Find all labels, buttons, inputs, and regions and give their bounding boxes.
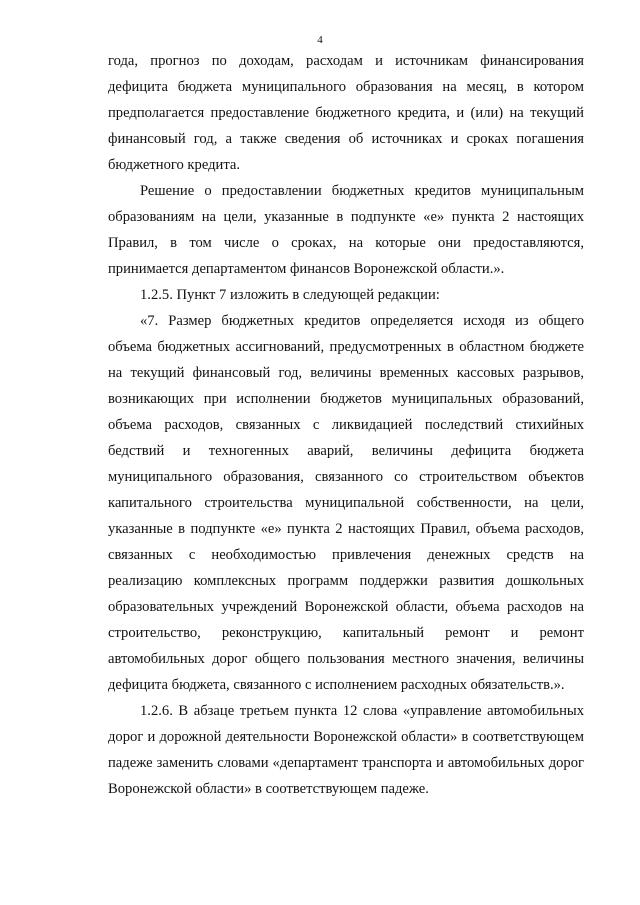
paragraph-1-2-6: 1.2.6. В абзаце третьем пункта 12 слова «управление автомобильных дорог и дорожной деятельности Воронежской области» в соответствующем падеже заменить словами «департамент транспорта и автомобильных дорог Воронежской области» в соответствующем падеже.	[108, 703, 584, 797]
paragraph-decision: Решение о предоставлении бюджетных кредитов муниципальным образованиям на цели, указанные в подпункте «е» пункта 2 настоящих Правил, в том числе о сроках, на которые они предоставляются, принимается департаментом финансов Воронежской области.».	[108, 183, 584, 277]
paragraph-continuation: года, прогноз по доходам, расходам и источникам финансирования дефицита бюджета муниципального образования на месяц, в котором предполагается предоставление бюджетного кредита, и (или) на текущий финансовый год, а также сведения об источниках и сроках погашения бюджетного кредита.	[108, 53, 584, 173]
page-number: 4	[317, 34, 323, 46]
paragraph-1-2-5: 1.2.5. Пункт 7 изложить в следующей редакции:	[140, 287, 440, 303]
document-body	[108, 48, 584, 802]
paragraph-point-7: «7. Размер бюджетных кредитов определяется исходя из общего объема бюджетных ассигнований, предусмотренных в областном бюджете на текущий финансовый год, величины временных кассовых разрывов, возникающих при исполнении бюджетов муниципальных образований, объема расходов, связанных с ликвидацией последствий стихийных бедствий и техногенных аварий, величины дефицита бюджета муниципального образования, связанного со строительством объектов капитального строительства муниципальной собственности, на цели, указанные в подпункте «е» пункта 2 настоящих Правил, объема расходов, связанных с необходимостью привлечения денежных средств на реализацию комплексных программ поддержки развития дошкольных образовательных учреждений Воронежской области, объема расходов на строительство, реконструкцию, капитальный ремонт и ремонт автомобильных дорог общего пользования местного значения, величины дефицита бюджета, связанного с исполнением расходных обязательств.».	[108, 313, 584, 693]
